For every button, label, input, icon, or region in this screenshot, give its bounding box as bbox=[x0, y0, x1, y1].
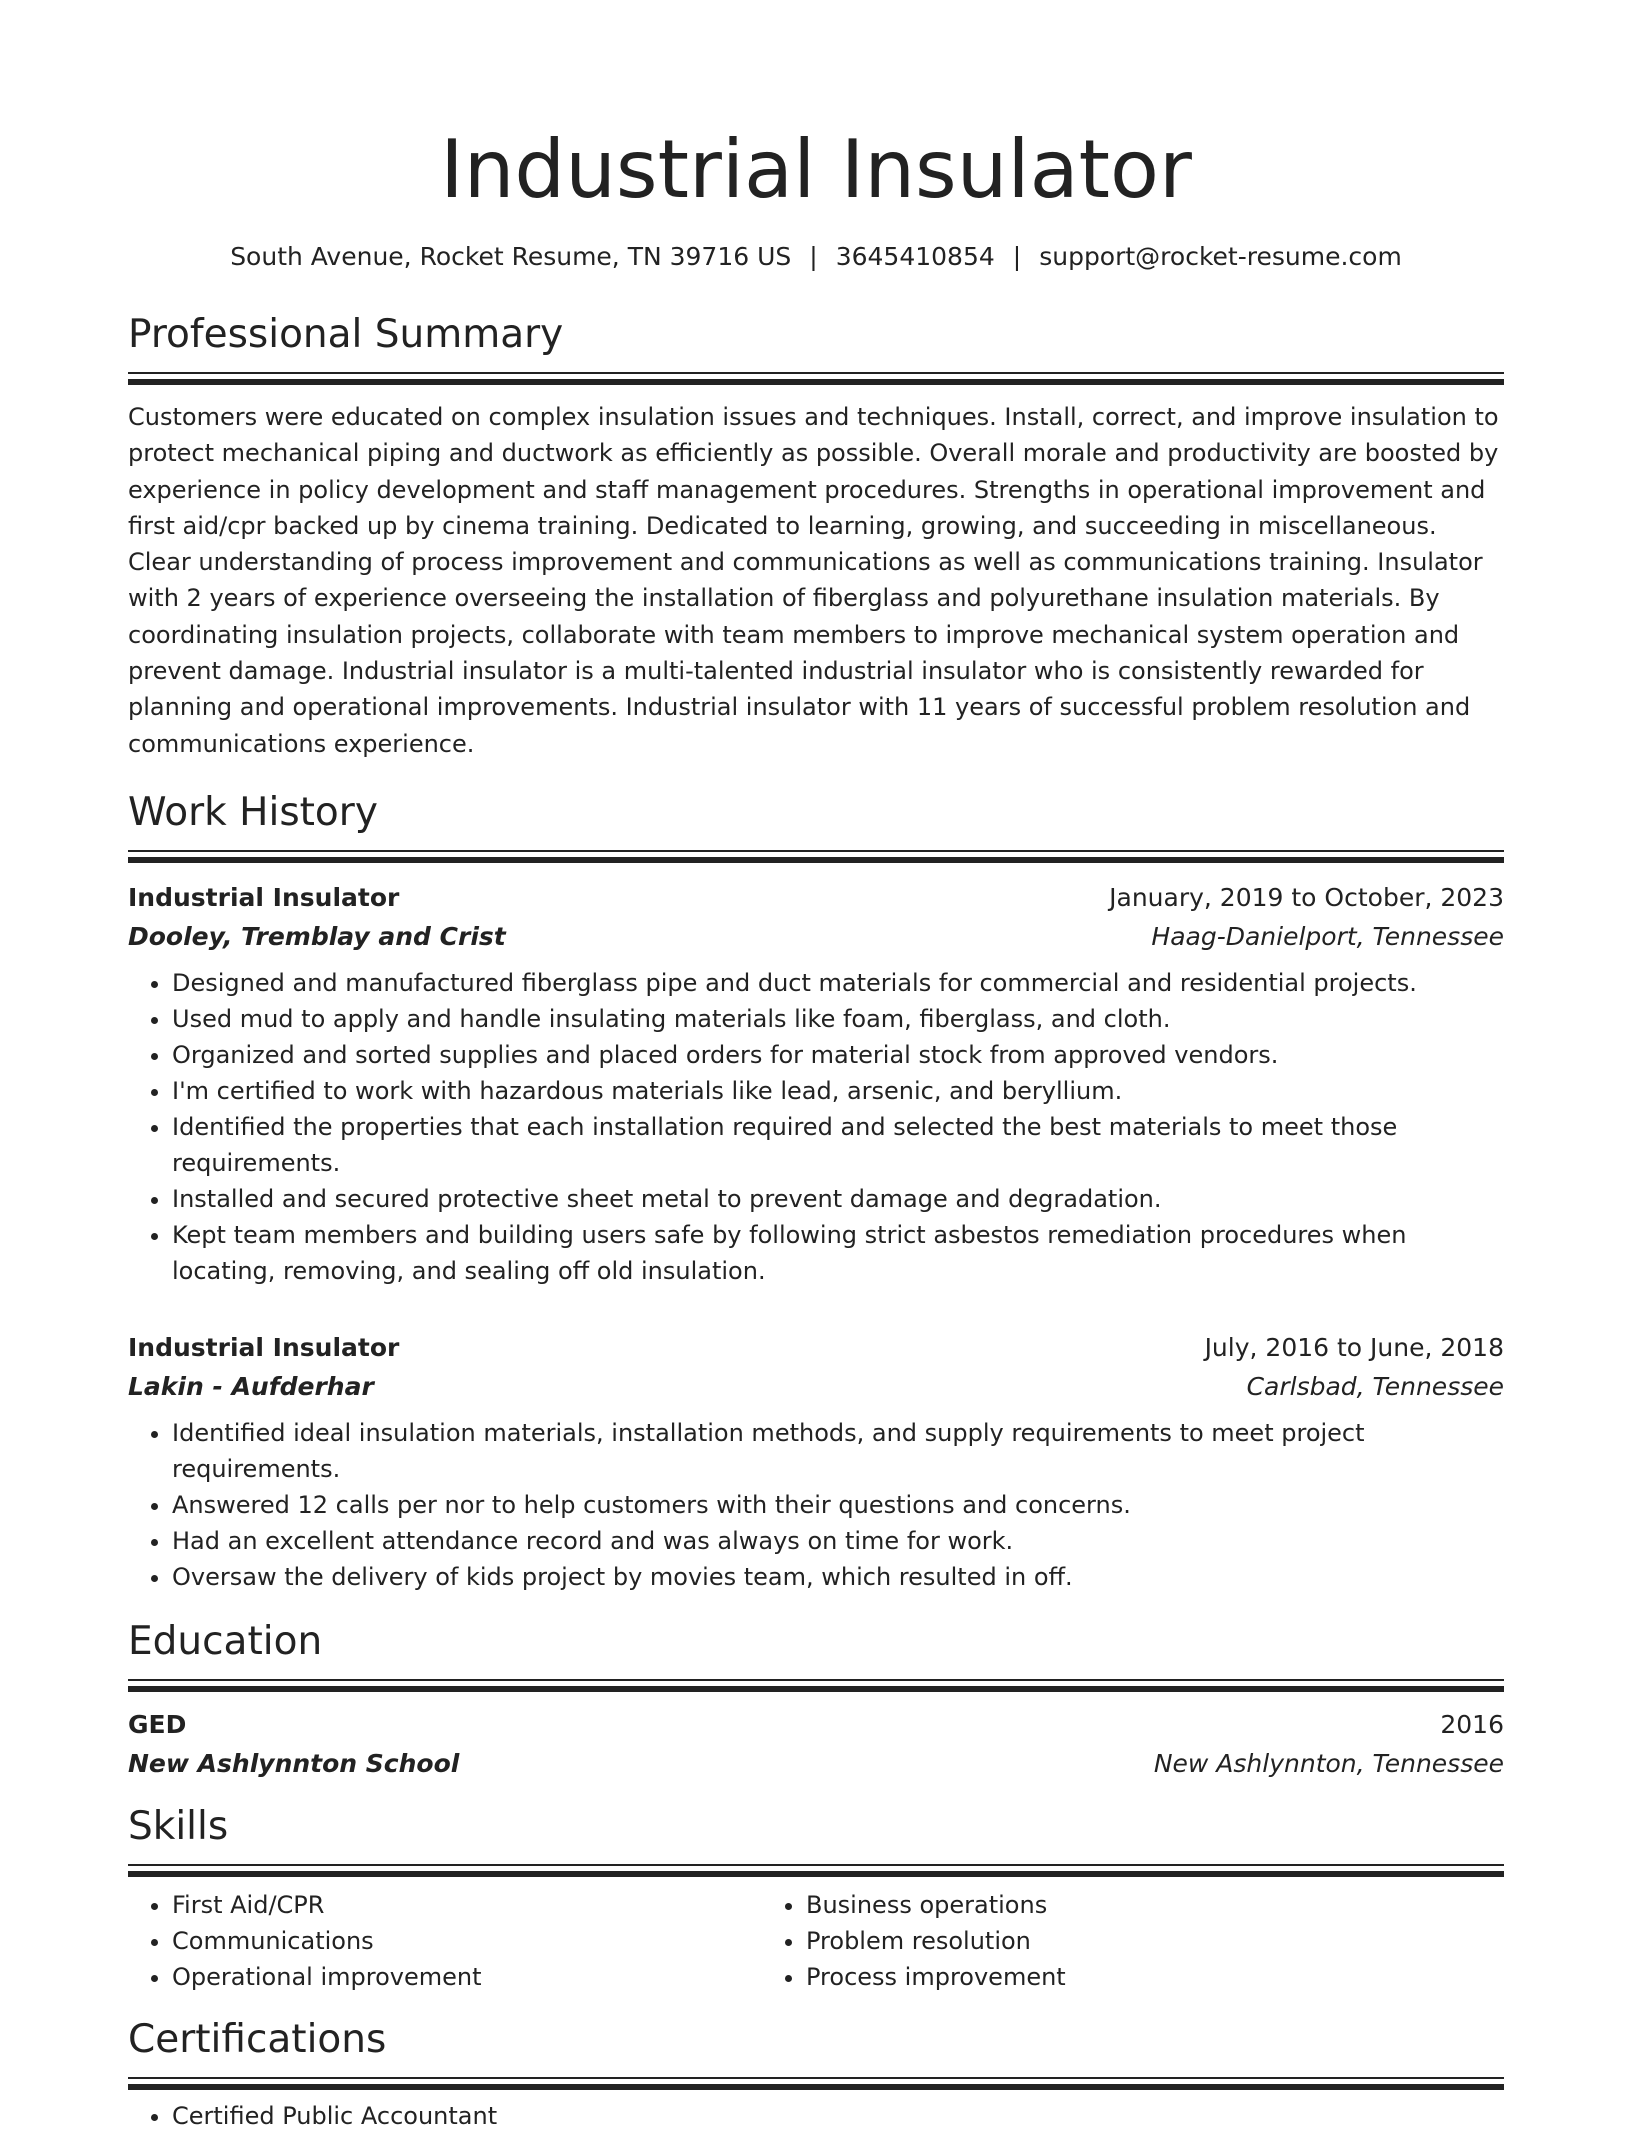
job-entry bbox=[128, 879, 1504, 1289]
section-title-education: Education bbox=[128, 1618, 323, 1664]
job-bullet: • Kept team members and building users safe by following strict asbestos remediation procedures when locating, removing, and sealing off old insulation. bbox=[172, 1217, 1504, 1289]
job-bullet: • Identified ideal insulation materials, installation methods, and supply requirements to meet project requirements. bbox=[172, 1415, 1504, 1487]
skill-item: • Operational improvement bbox=[172, 1959, 762, 1995]
job-bullet: • Installed and secured protective sheet metal to prevent damage and degradation. bbox=[172, 1181, 1504, 1217]
certification-item: • Certified Public Accountant bbox=[172, 2098, 1504, 2134]
contact-email: support@rocket-resume.com bbox=[1039, 242, 1402, 271]
education-header-row bbox=[128, 1706, 1504, 1744]
job-dates: July, 2016 to June, 2018 bbox=[1204, 1332, 1504, 1362]
resume-name: Industrial Insulator bbox=[440, 123, 1192, 216]
section-title-summary: Professional Summary bbox=[128, 312, 564, 357]
job-company: Dooley, Tremblay and Crist bbox=[128, 921, 506, 951]
skill-item: • Process improvement bbox=[806, 1959, 1396, 1995]
job-header-row bbox=[128, 879, 1504, 917]
education-degree: GED bbox=[128, 1709, 187, 1739]
contact-separator: | bbox=[809, 242, 818, 271]
job-dates: January, 2019 to October, 2023 bbox=[1109, 882, 1504, 912]
skills-grid bbox=[128, 1887, 1504, 1995]
contact-separator: | bbox=[1012, 242, 1022, 271]
job-bullet: • Had an excellent attendance record and was always on time for work. bbox=[172, 1523, 1504, 1559]
skill-item: • Business operations bbox=[806, 1887, 1396, 1923]
job-company: Lakin - Aufderhar bbox=[128, 1371, 374, 1401]
section-divider bbox=[128, 850, 1504, 863]
work-history-section bbox=[128, 788, 1504, 1595]
job-bullet: • Designed and manufactured fiberglass pipe and duct materials for commercial and residential projects. bbox=[172, 965, 1504, 1001]
job-location: Haag-Danielport, Tennessee bbox=[1151, 921, 1504, 951]
section-divider bbox=[128, 1679, 1504, 1692]
skill-item: • Problem resolution bbox=[806, 1923, 1396, 1959]
contact-phone: 3645410854 bbox=[835, 242, 995, 271]
job-bullet: • Used mud to apply and handle insulating materials like foam, fiberglass, and cloth. bbox=[172, 1001, 1504, 1037]
section-divider bbox=[128, 1864, 1504, 1877]
certifications-section bbox=[128, 2015, 1504, 2134]
skills-list-left bbox=[128, 1887, 762, 1995]
skills-list-right bbox=[762, 1887, 1396, 1995]
job-title: Industrial Insulator bbox=[128, 1332, 400, 1362]
section-title-skills: Skills bbox=[128, 1803, 229, 1849]
summary-section bbox=[128, 310, 1504, 762]
skill-item: • Communications bbox=[172, 1923, 762, 1959]
contact-line bbox=[128, 240, 1504, 274]
section-title-work: Work History bbox=[128, 789, 378, 835]
job-bullets bbox=[128, 1415, 1504, 1595]
skills-section bbox=[128, 1802, 1504, 1995]
summary-text: Customers were educated on complex insulation issues and techniques. Install, correct, and improve insulation to protect mechanical piping and ductwork as efficiently as possible. Overall morale and productivity are boosted by experience in policy development and staff management procedures. Strengths in operational improvement and first aid/cpr backed up by cinema training. Dedicated to learning, growing, and succeeding in miscellaneous. Clear understanding of process improvement and communications as well as communications training. Insulator with 2 years of experience overseeing the installation of fiberglass and polyurethane insulation materials. By coordinating insulation projects, collaborate with team members to improve mechanical system operation and prevent damage. Industrial insulator is a multi-talented industrial insulator who is consistently rewarded for planning and operational improvements. Industrial insulator with 11 years of successful problem resolution and communications experience. bbox=[128, 403, 1499, 758]
education-entry bbox=[128, 1706, 1504, 1784]
education-year: 2016 bbox=[1440, 1709, 1504, 1739]
skill-item: • First Aid/CPR bbox=[172, 1887, 762, 1923]
education-school: New Ashlynnton School bbox=[128, 1748, 460, 1778]
certifications-list bbox=[128, 2098, 1504, 2134]
education-location: New Ashlynnton, Tennessee bbox=[1153, 1748, 1504, 1778]
job-company-row bbox=[128, 917, 1504, 957]
job-title: Industrial Insulator bbox=[128, 882, 400, 912]
job-bullet: • Organized and sorted supplies and placed orders for material stock from approved vendors. bbox=[172, 1037, 1504, 1073]
education-section bbox=[128, 1617, 1504, 1784]
job-bullet: • Identified the properties that each installation required and selected the best materials to meet those requirements. bbox=[172, 1109, 1504, 1181]
job-entry bbox=[128, 1329, 1504, 1595]
job-company-row bbox=[128, 1367, 1504, 1407]
job-bullet: • Oversaw the delivery of kids project by movies team, which resulted in off. bbox=[172, 1559, 1504, 1595]
section-title-certifications: Certifications bbox=[128, 2016, 387, 2062]
job-bullets bbox=[128, 965, 1504, 1289]
contact-address: South Avenue, Rocket Resume, TN 39716 US bbox=[230, 242, 792, 271]
job-location: Carlsbad, Tennessee bbox=[1246, 1371, 1504, 1401]
education-school-row bbox=[128, 1744, 1504, 1784]
section-divider bbox=[128, 2077, 1504, 2090]
section-divider bbox=[128, 372, 1504, 385]
job-bullet: • Answered 12 calls per nor to help customers with their questions and concerns. bbox=[172, 1487, 1504, 1523]
job-header-row bbox=[128, 1329, 1504, 1367]
job-bullet: • I'm certified to work with hazardous materials like lead, arsenic, and beryllium. bbox=[172, 1073, 1504, 1109]
